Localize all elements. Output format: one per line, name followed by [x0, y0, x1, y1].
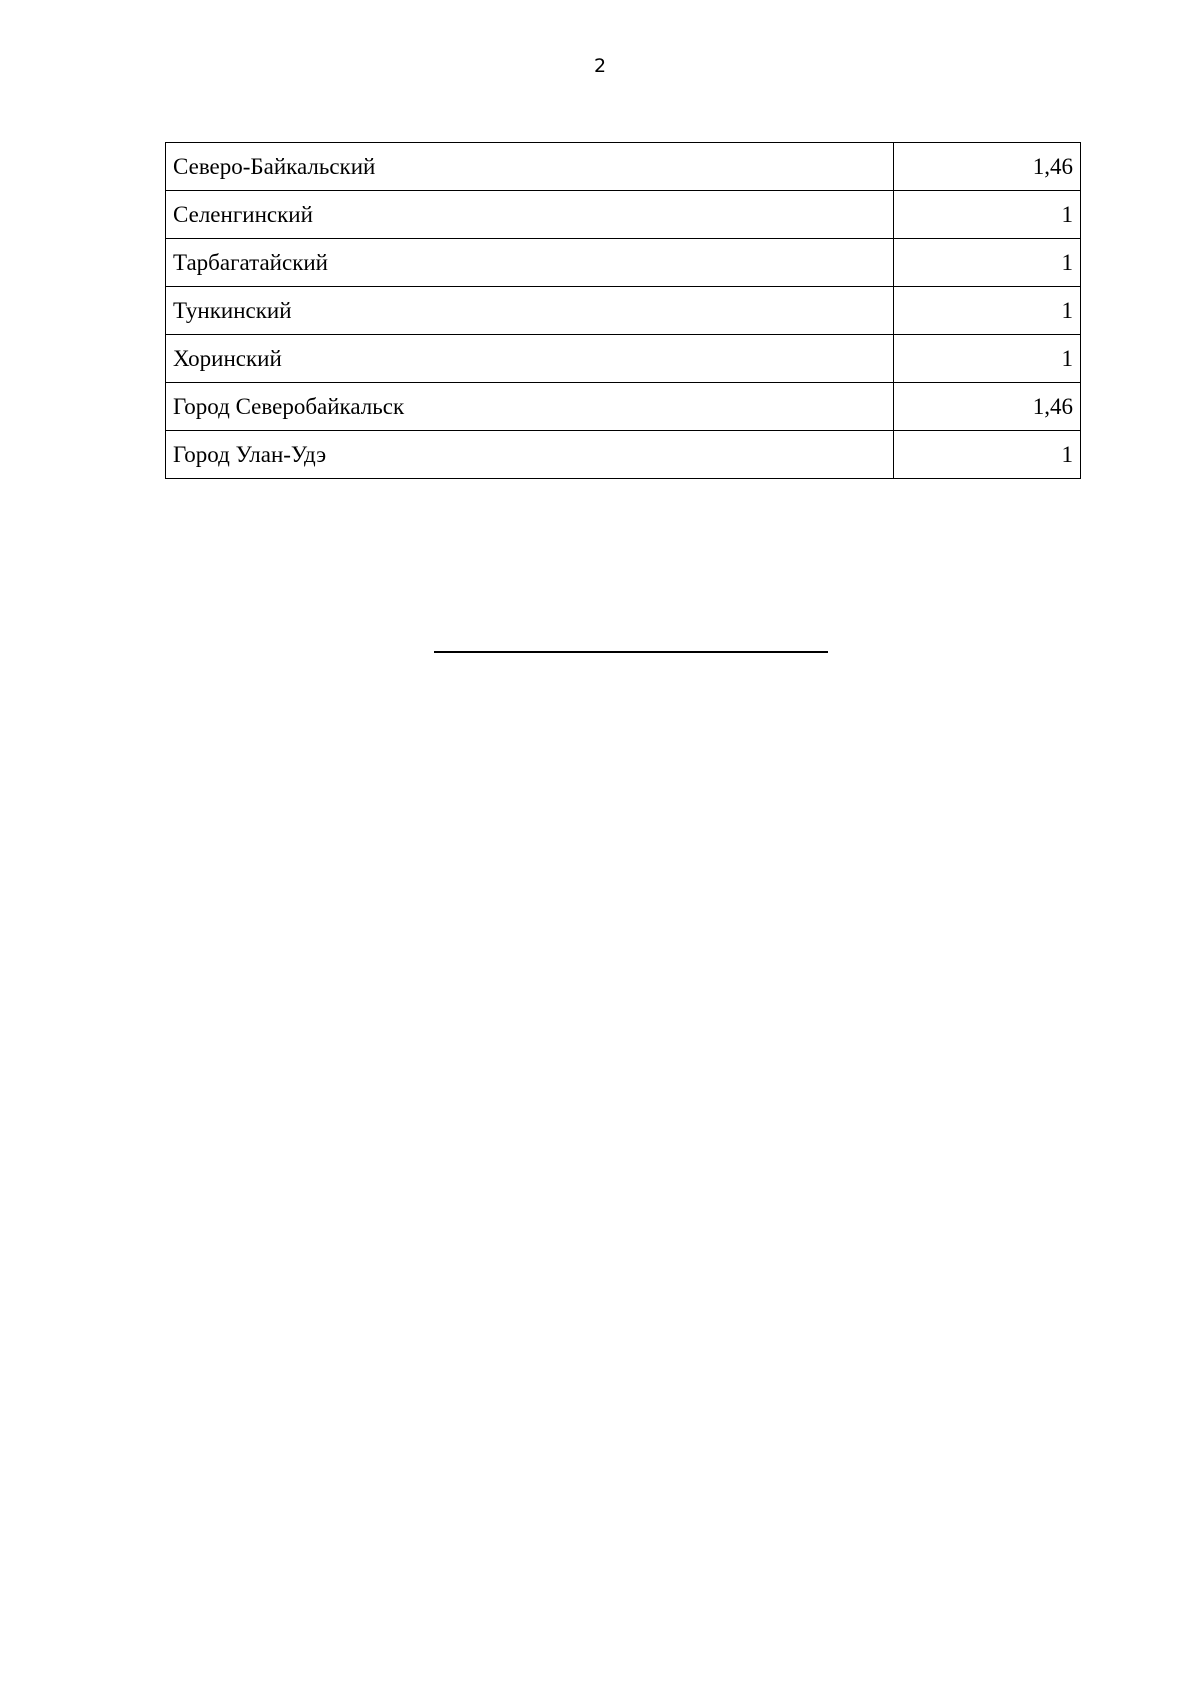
table-row — [166, 287, 1081, 335]
district-name: Город Улан-Удэ — [166, 431, 894, 479]
table-row — [166, 191, 1081, 239]
district-name: Тарбагатайский — [166, 239, 894, 287]
district-name: Северо-Байкальский — [166, 143, 894, 191]
coefficient-value: 1,46 — [894, 143, 1081, 191]
closing-rule — [434, 651, 828, 653]
coefficient-value: 1 — [894, 335, 1081, 383]
coefficient-value: 1 — [894, 431, 1081, 479]
table-row — [166, 431, 1081, 479]
table-row — [166, 335, 1081, 383]
district-name: Город Северобайкальск — [166, 383, 894, 431]
coefficient-value: 1 — [894, 287, 1081, 335]
table-row — [166, 383, 1081, 431]
table-row — [166, 143, 1081, 191]
coefficient-table — [165, 142, 1081, 479]
coefficient-value: 1,46 — [894, 383, 1081, 431]
district-name: Селенгинский — [166, 191, 894, 239]
page-number: 2 — [593, 55, 607, 77]
coefficient-value: 1 — [894, 191, 1081, 239]
district-name: Хоринский — [166, 335, 894, 383]
coefficient-value: 1 — [894, 239, 1081, 287]
table-row — [166, 239, 1081, 287]
district-name: Тункинский — [166, 287, 894, 335]
